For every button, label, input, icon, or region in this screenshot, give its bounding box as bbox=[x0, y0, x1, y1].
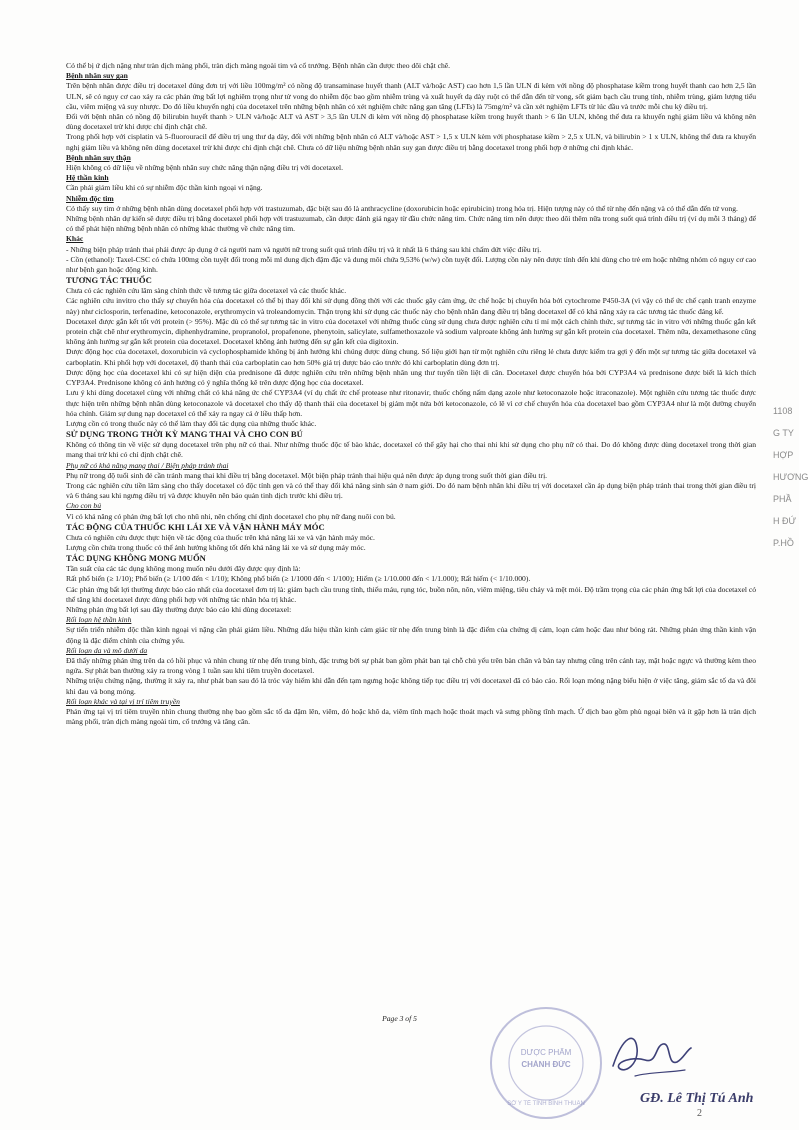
stamp-line: SỞ Y TẾ TỈNH BÌNH THUẬN bbox=[507, 1101, 585, 1107]
paragraph: Có thể bị ứ dịch nặng như tràn dịch màng phổi, tràn dịch màng ngoài tim và cổ trướng. Bệnh nhân cần được theo dõi chặt chẽ. bbox=[66, 61, 451, 70]
paragraph: Chưa có các nghiên cứu lâm sàng chính thức về tương tác giữa docetaxel và các thuốc khác. bbox=[66, 286, 347, 296]
page-content bbox=[66, 61, 756, 727]
paragraph: Cần phải giảm liều khi có sự nhiễm độc thần kinh ngoại vi nặng. bbox=[66, 183, 263, 193]
heading-interactions: TƯƠNG TÁC THUỐC bbox=[66, 275, 152, 286]
heading-pregnancy: SỬ DỤNG TRONG THỜI KỲ MANG THAI VÀ CHO CON BÚ bbox=[66, 429, 303, 440]
paragraph: Những phản ứng bất lợi sau đây thường được báo cáo khi dùng docetaxel: bbox=[66, 604, 292, 614]
paragraph: Trong phối hợp với cisplatin và 5-fluorouracil để điều trị ung thư dạ dày, đối với những bệnh nhân có ALT và/hoặc AST > 1,5 x ULN kèm với phosphatase kiềm > 2,5 x ULN, và bilirubin > 1 x ULN, không thể đưa ra khuyến nghị giảm liều và không nên dùng docetaxel trừ khi được chỉ định chặt chẽ. Chưa có dữ liệu những bệnh nhân suy gan được điều trị bằng docetaxel trong phối hợp ở những chỉ định khác. bbox=[66, 132, 756, 152]
paragraph: Lưu ý khi dùng docetaxel cùng với những chất có khả năng ức chế CYP3A4 (ví dụ chất ức chế protease như ritonavir, thuốc chống nấm dạng azole như ketoconazole hoặc itraconazole). Một nghiên cứu tương tác thuốc được thực hiện trên những bệnh nhân dùng ketoconazole và docetaxel cho thấy độ thanh thải của docetaxel bị giảm một nửa bởi ketoconazole, có lẽ vì cơ chế chuyển hóa của docetaxel bao gồm CYP3A4 như là một đường chuyển hóa chính. Giảm sự dung nạp docetaxel có thể xảy ra ngay cả ở liều thấp hơn. bbox=[66, 388, 756, 418]
side-stamp-text: PHẦ bbox=[773, 494, 792, 504]
heading-driving: TÁC ĐỘNG CỦA THUỐC KHI LÁI XE VÀ VẬN HÀNH MÁY MÓC bbox=[66, 521, 325, 532]
paragraph: Docetaxel được gắn kết tốt với protein (> 95%). Mặc dù có thể sự tương tác in vitro của docetaxel với những thuốc cùng sử dụng chưa được nghiên cứu tỉ mỉ một cách chính thức, sự tương tác in vitro với những thuốc gắn kết protein chặt chẽ như erythromycin, diphenhydramine, propranolol, propafenone, phenytoin, salicylate, sulfamethoxazole và sodium valproate không ảnh hưởng sự gắn kết protein của docetaxel. Thêm nữa, dexamethasone cũng không ảnh hưởng sự gắn kết protein của docetaxel. Docetaxel không ảnh hưởng đến sự gắn kết của digitoxin. bbox=[66, 316, 756, 347]
paragraph: Trên bệnh nhân được điều trị docetaxel đúng đơn trị với liều 100mg/m² có nồng độ transaminase huyết thanh (ALT và/hoặc AST) cao hơn 1,5 lần ULN đi kèm với nồng độ phosphatase kiềm trong huyết thanh cao hơn 2,5 lần ULN, sẽ có nguy cơ cao xảy ra các phản ứng bất lợi nghiêm trọng như tử vong do nhiễm độc bao gồm nhiễm trùng và xuất huyết dạ dày ruột có thể dẫn đến tử vong, sốt giảm bạch cầu trung tính, nhiễm trùng, giảm lượng tiểu cầu, viêm miệng và suy nhược. Do đó liều khuyến nghị của docetaxel trên những bệnh nhân có xét nghiệm chức năng gan tăng (LFTs) là 75mg/m² và cần xét nghiệm LFTs từ lúc đầu và trước mỗi chu kỳ điều trị. bbox=[66, 81, 756, 111]
subheading-neuro: Rối loạn hệ thần kinh bbox=[66, 615, 132, 625]
paragraph: Rất phổ biến (≥ 1/10); Phổ biến (≥ 1/100 đến < 1/10); Không phổ biến (≥ 1/1000 đến < 1/100); Hiếm (≥ 1/10.000 đến < 1/1.000); Rất hiếm (< 1/10.000). bbox=[66, 574, 531, 584]
handwritten-signature bbox=[605, 1026, 695, 1086]
side-stamp-text: HỢP bbox=[773, 450, 794, 460]
paragraph: Dược động học của docetaxel khi có sự hiện diện của prednisone đã được nghiên cứu trên những bệnh nhân ung thư tuyến tiền liệt di căn. Docetaxel được chuyển hóa bởi CYP3A4 và prednisone được biết là kích thích CYP3A4. Prednisone không có ảnh hưởng có ý nghĩa thống kê trên dược động học của docetaxel. bbox=[66, 367, 756, 388]
stamp-line: DƯỢC PHẨM bbox=[520, 1048, 572, 1057]
paragraph: Các phản ứng bất lợi thường được báo cáo nhất của docetaxel đơn trị là: giảm bạch cầu trung tính, thiếu máu, rụng tóc, buồn nôn, nôn, viêm miệng, tiêu chảy và mệt mỏi. Độ trầm trọng của các phản ứng bất lợi của docetaxel có thể tăng khi docetaxel được dùng phối hợp với những tác nhân hóa trị khác. bbox=[66, 584, 756, 604]
paragraph: Đối với bệnh nhân có nồng độ bilirubin huyết thanh > ULN và/hoặc ALT và AST > 3,5 lần ULN đi kèm với nồng độ phosphatase kiềm trong huyết thanh > 6 lần ULN, không thể đưa ra khuyến nghị giảm liều và không nên dùng docetaxel trừ khi được chỉ định chặt chẽ. bbox=[66, 112, 756, 132]
paragraph: Vì có khả năng có phản ứng bất lợi cho nhũ nhi, nên chống chỉ định docetaxel cho phụ nữ đang nuôi con bú. bbox=[66, 511, 396, 521]
side-stamp-text: HƯƠNG bbox=[773, 472, 808, 482]
page-footer: Page 3 of 5 bbox=[382, 1014, 417, 1023]
paragraph: - Những biện pháp tránh thai phải được áp dụng ở cả người nam và người nữ trong suốt quá trình điều trị và ít nhất là 6 tháng sau khi chấm dứt việc điều trị. bbox=[66, 244, 542, 254]
signer-name: GĐ. Lê Thị Tú Anh bbox=[640, 1091, 754, 1106]
paragraph: Chưa có nghiên cứu được thực hiện về tác động của thuốc trên khả năng lái xe và vận hành máy móc. bbox=[66, 532, 375, 542]
paragraph: Các nghiên cứu invitro cho thấy sự chuyển hóa của docetaxel có thể bị thay đổi khi sử dụng đồng thời với các thuốc gây cảm ứng, ức chế hoặc bị chuyển hóa bởi cytochrome P450-3A (vì vậy có thể ức chế cạnh tranh enzyme này) như ciclosporin, terfenadine, ketoconazole, erythromycin và troleandomycin. Thận trọng khi sử dụng các thuốc này cho bệnh nhân đang điều trị bằng docetaxel để có khả năng xảy ra các tương tác thuốc đáng kể. bbox=[66, 296, 756, 316]
side-stamp-text: H ĐỨ bbox=[773, 516, 797, 526]
paragraph: Lượng cồn chứa trong thuốc có thể ảnh hưởng không tốt đến khả năng lái xe và sử dụng máy móc. bbox=[66, 542, 366, 552]
heading-liver: Bệnh nhân suy gan bbox=[66, 71, 128, 81]
paragraph: Đã thấy những phản ứng trên da có hồi phục và nhìn chung từ nhẹ đến trung bình, đặc trưng bởi sự phát ban gồm phát ban tại chỗ chủ yếu trên bàn chân và bàn tay nhưng cũng trên cánh tay, mặt hoặc ngực và thường kèm theo ngứa. Sự phát ban thường xảy ra trong vòng 1 tuần sau khi tiêm truyền docetaxel. bbox=[66, 655, 756, 676]
heading-other: Khác bbox=[66, 234, 84, 244]
paragraph: Những triệu chứng nặng, thường ít xảy ra, như phát ban sau đó là tróc vảy hiếm khi dẫn đến tạm ngưng hoặc không tiếp tục điều trị với docetaxel đã có báo cáo. Rối loạn móng nặng biểu hiện ở việc tăng, giảm sắc tố da và đôi khi đau và bong móng. bbox=[66, 676, 756, 696]
paragraph: Tần suất của các tác dụng không mong muốn nêu dưới đây được quy định là: bbox=[66, 564, 301, 574]
paragraph: Lượng cồn có trong thuốc này có thể làm thay đổi tác dụng của những thuốc khác. bbox=[66, 418, 317, 428]
paragraph: Trong các nghiên cứu tiền lâm sàng cho thấy docetaxel có độc tính gen và có thể thay đổi khả năng sinh sản ở nam giới. Do đó nam bệnh nhân khi điều trị với docetaxel cần áp dụng biện pháp tránh thai trong thời gian điều trị và 6 tháng sau khi ngưng điều trị và được khuyên nên bảo quản tinh dịch trước khi điều trị. bbox=[66, 480, 756, 501]
subheading-contraception: Phụ nữ có khả năng mang thai / Biện pháp tránh thai bbox=[66, 460, 229, 470]
paragraph: Dược động học của docetaxel, doxorubicin và cyclophosphamide không bị ảnh hưởng khi chúng được dùng chung. Số liệu giới hạn từ một nghiên cứu riêng lẻ chưa được kiểm tra gợi ý đến một sự tương tác giữa docetaxel và carboplatin. Khi phối hợp với docetaxel, độ thanh thải của carboplatin cao hơn 50% giá trị được báo cáo trước đó khi carboplatin dùng đơn trị. bbox=[66, 347, 756, 367]
paragraph: Sự tiến triển nhiễm độc thần kinh ngoại vi nặng cần phải giảm liều. Những dấu hiệu thần kinh cảm giác từ nhẹ đến trung bình là đặc điểm của chứng dị cảm, loạn cảm hoặc đau như bỏng rát. Những phản ứng thần kinh vận động là đặc điểm chính của chứng yếu. bbox=[66, 625, 756, 645]
heading-kidney: Bệnh nhân suy thận bbox=[66, 152, 131, 162]
paragraph: Có thấy suy tim ở những bệnh nhân dùng docetaxel phối hợp với trastuzumab, đặc biệt sau đó là anthracycline (doxorubicin hoặc epirubicin) trong hóa trị. Hiện tượng này có thể từ nhẹ đến nặng và có thể dẫn đến tử vong. bbox=[66, 203, 738, 213]
heading-adverse-effects: TÁC DỤNG KHÔNG MONG MUỐN bbox=[66, 553, 206, 564]
subheading-breastfeeding: Cho con bú bbox=[66, 501, 102, 511]
paragraph: Hiện không có dữ liệu về những bệnh nhân suy chức năng thận nặng điều trị với docetaxel. bbox=[66, 163, 344, 173]
paragraph: Không có thông tin về việc sử dụng docetaxel trên phụ nữ có thai. Như những thuốc độc tế bào khác, docetaxel có thể gây hại cho thai nhi khi sử dụng cho phụ nữ có thai. Do đó không được dùng docetaxel trong thời gian mang thai trừ khi có chỉ định chặt chẽ. bbox=[66, 440, 756, 460]
heading-heart: Nhiễm độc tim bbox=[66, 193, 114, 203]
paragraph: Những bệnh nhân dự kiến sẽ được điều trị bằng docetaxel phối hợp với trastuzumab, cần được đánh giá ngay từ đầu chức năng tim. Chức năng tim nên được theo dõi thêm nữa trong suốt quá trình điều trị (ví dụ mỗi 3 tháng) để có thể phát hiện những bệnh nhân có những khác thường về chức năng tim. bbox=[66, 214, 756, 234]
heading-nerve: Hệ thần kinh bbox=[66, 173, 109, 183]
side-stamp-text: 1108 bbox=[773, 406, 793, 416]
side-stamp-fragment bbox=[773, 400, 808, 700]
subheading-skin: Rối loạn da và mô dưới da bbox=[66, 645, 148, 655]
paragraph: Phụ nữ trong độ tuổi sinh đẻ cần tránh mang thai khi điều trị bằng docetaxel. Một biện pháp tránh thai hiệu quả nên được áp dụng trong suốt thời gian điều trị. bbox=[66, 470, 548, 480]
paragraph: - Cồn (ethanol): Taxel-CSC có chứa 100mg cồn tuyệt đối trong mỗi ml dung dịch đậm đặc và dung môi chứa 9,53% (w/w) cồn tuyệt đối. Lượng cồn này nên được tính đến khi dùng cho trẻ em hoặc những nhóm có nguy cơ cao như bệnh gan hoặc động kinh. bbox=[66, 254, 756, 275]
corner-mark: 2 bbox=[697, 1108, 702, 1119]
side-stamp-text: G TY bbox=[773, 428, 794, 438]
subheading-injection-site: Rối loạn khác và tại vị trí tiêm truyền bbox=[66, 696, 180, 706]
company-seal-stamp bbox=[488, 1005, 604, 1121]
side-stamp-text: P.HỒ bbox=[773, 538, 794, 548]
stamp-line: CHÁNH ĐỨC bbox=[521, 1060, 571, 1069]
paragraph: Phản ứng tại vị trí tiêm truyền nhìn chung thường nhẹ bao gồm sắc tố da đậm lên, viêm, đỏ hoặc khô da, viêm tĩnh mạch hoặc thoát mạch và sưng phồng tĩnh mạch. Ứ dịch bao gồm phù ngoại biên và ít gặp hơn là tràn dịch màng phổi, tràn dịch màng ngoài tim, cổ trướng và tăng cân. bbox=[66, 706, 756, 727]
